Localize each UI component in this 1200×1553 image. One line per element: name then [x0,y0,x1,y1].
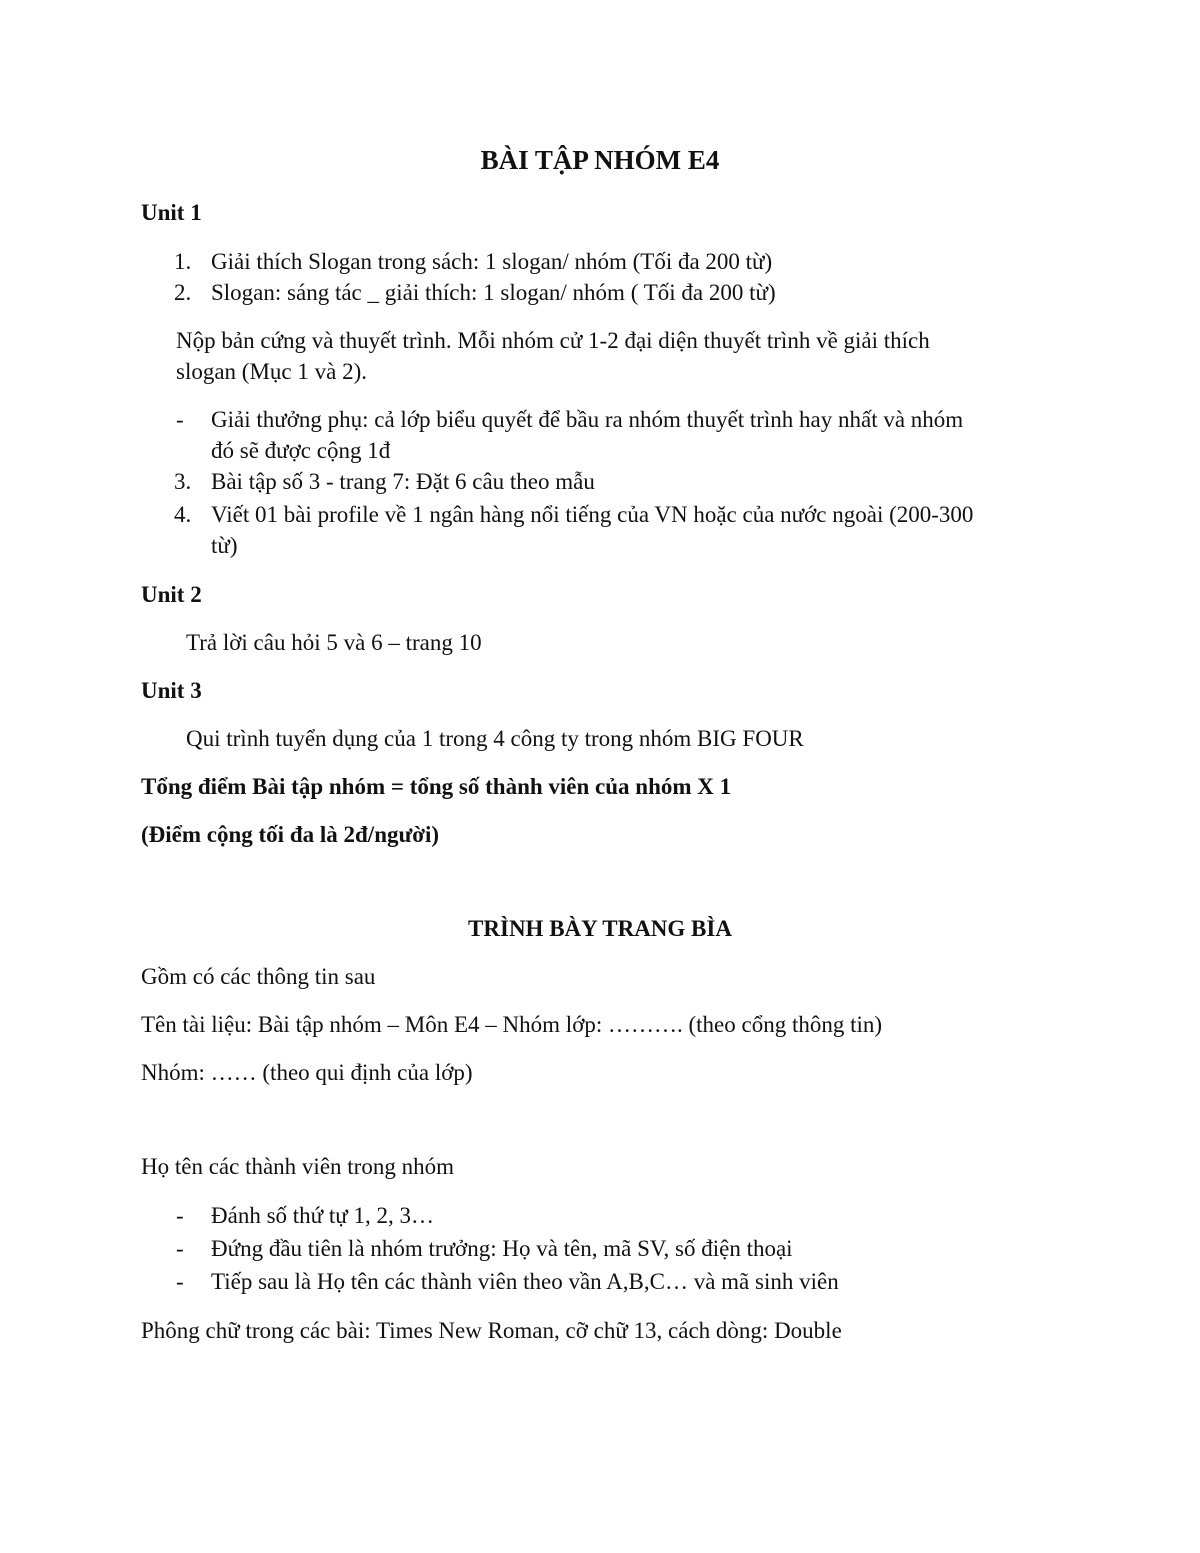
list-item-number: 2. [174,280,192,305]
total-score-line: Tổng điểm Bài tập nhóm = tổng số thành viên của nhóm X 1 [141,774,732,799]
list-item-text: Bài tập số 3 - trang 7: Đặt 6 câu theo mẫu [211,469,595,494]
cover-intro: Gồm có các thông tin sau [141,964,376,989]
note-line: Nộp bản cứng và thuyết trình. Mỗi nhóm cử 1-2 đại diện thuyết trình về giải thích [176,328,930,353]
list-item-text: Slogan: sáng tác _ giải thích: 1 slogan/ nhóm ( Tối đa 200 từ) [211,280,776,305]
cover-heading: TRÌNH BÀY TRANG BÌA [468,916,732,941]
unit3-text: Qui trình tuyển dụng của 1 trong 4 công ty trong nhóm BIG FOUR [186,726,804,751]
font-note: Phông chữ trong các bài: Times New Roman, cỡ chữ 13, cách dòng: Double [141,1318,842,1343]
list-item-text: Viết 01 bài profile về 1 ngân hàng nổi tiếng của VN hoặc của nước ngoài (200-300 [211,502,974,527]
bullet-text: đó sẽ được cộng 1đ [211,438,391,463]
unit1-heading: Unit 1 [141,200,202,225]
bullet-marker: - [176,1269,184,1294]
list-item-number: 1. [174,249,192,274]
bullet-marker: - [176,1203,184,1228]
cover-doc-name: Tên tài liệu: Bài tập nhóm – Môn E4 – Nhóm lớp: ………. (theo cổng thông tin) [141,1012,883,1037]
list-item-number: 4. [174,502,192,527]
cover-group: Nhóm: …… (theo qui định của lớp) [141,1060,473,1085]
bullet-marker: - [176,1236,184,1261]
bullet-marker: - [176,407,184,432]
bullet-text: Đánh số thứ tự 1, 2, 3… [211,1203,434,1228]
note-line: slogan (Mục 1 và 2). [176,359,367,384]
unit2-heading: Unit 2 [141,582,202,607]
list-item-number: 3. [174,469,192,494]
unit3-heading: Unit 3 [141,678,202,703]
bullet-text: Giải thưởng phụ: cả lớp biểu quyết để bầu ra nhóm thuyết trình hay nhất và nhóm [211,407,964,432]
unit2-text: Trả lời câu hỏi 5 và 6 – trang 10 [186,630,482,655]
members-heading: Họ tên các thành viên trong nhóm [141,1154,454,1179]
list-item-text: Giải thích Slogan trong sách: 1 slogan/ nhóm (Tối đa 200 từ) [211,249,773,274]
list-item-text: từ) [211,533,238,558]
bonus-cap-line: (Điểm cộng tối đa là 2đ/người) [141,822,440,847]
bullet-text: Đứng đầu tiên là nhóm trưởng: Họ và tên, mã SV, số điện thoại [211,1236,793,1261]
document-title: BÀI TẬP NHÓM E4 [480,145,720,175]
bullet-text: Tiếp sau là Họ tên các thành viên theo vần A,B,C… và mã sinh viên [211,1269,839,1294]
